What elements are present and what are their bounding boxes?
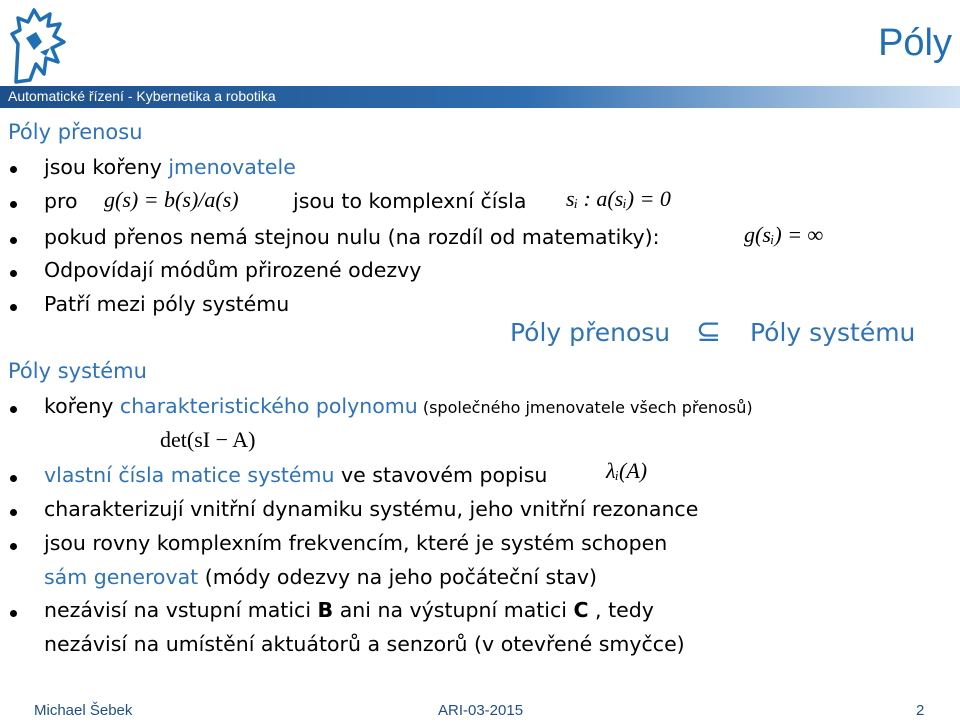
highlight-text: jmenovatele	[168, 155, 296, 179]
footer-page-number: 2	[916, 702, 925, 719]
course-name: Automatické řízení - Kybernetika a robotika	[8, 88, 276, 104]
bullet-internal-dynamics: charakterizují vnitřní dynamiku systému, jeho vnitřní rezonance	[44, 497, 699, 521]
det-formula: det(sI − A)	[160, 427, 256, 452]
bullet-icon	[10, 610, 17, 617]
bullet-icon	[10, 270, 17, 277]
bullet-icon	[10, 475, 17, 482]
bullet-icon	[10, 237, 17, 244]
bullet-among-system-poles: Patří mezi póly systému	[44, 292, 290, 316]
bullet-natural-modes: Odpovídají módům přirozené odezvy	[44, 258, 422, 282]
relation-left: Póly přenosu	[510, 318, 671, 347]
text: nezávisí na vstupní matici	[44, 598, 318, 622]
bullet-icon	[10, 543, 17, 550]
bullet-roots-denominator	[44, 155, 296, 179]
bullet-eigenvalues	[44, 463, 547, 487]
pole-condition-formula: sᵢ : a(sᵢ) = 0	[566, 186, 671, 211]
bullet-icon	[10, 509, 17, 516]
bullet-complex-frequencies: jsou rovny komplexním frekvencím, které je systém schopen	[44, 531, 668, 555]
text: ani na výstupní matici	[333, 598, 574, 622]
text: (módy odezvy na jeho počáteční stav)	[198, 565, 597, 589]
header-bar	[0, 86, 960, 108]
matrix-b: B	[317, 598, 334, 622]
slide-title: Póly	[878, 22, 952, 64]
text: jsou kořeny	[44, 155, 169, 179]
relation-right: Póly systému	[750, 318, 916, 347]
bullet-independent-placement: nezávisí na umístění aktuátorů a senzorů (v otevřené smyčce)	[44, 632, 685, 656]
bullet-complex-numbers: jsou to komplexní čísla	[293, 189, 527, 213]
eigenvalue-formula: λᵢ(A)	[606, 458, 648, 483]
highlight-text: charakteristického polynomu	[119, 394, 418, 418]
footer-code: ARI-03-2015	[438, 702, 524, 719]
footer-author: Michael Šebek	[34, 702, 133, 719]
highlight-text: sám generovat	[44, 565, 199, 589]
note-text: (společného jmenovatele všech přenosů)	[417, 398, 753, 417]
highlight-text: vlastní čísla matice systému	[44, 463, 335, 487]
bullet-independent-bc	[44, 598, 654, 622]
bullet-char-polynomial	[44, 394, 753, 418]
university-logo	[6, 4, 72, 88]
bullet-icon	[10, 201, 17, 208]
bullet-icon	[10, 166, 17, 173]
bullet-pro-label: pro	[44, 189, 78, 213]
text: , tedy	[588, 598, 654, 622]
bullet-icon	[10, 406, 17, 413]
bullet-complex-frequencies-cont	[44, 565, 597, 589]
infinite-gain-formula: g(sᵢ) = ∞	[744, 222, 824, 247]
bullet-icon	[10, 304, 17, 311]
matrix-c: C	[573, 598, 589, 622]
transfer-function-formula: g(s) = b(s)/a(s)	[104, 187, 239, 212]
text: kořeny	[44, 394, 120, 418]
section-heading-system-poles: Póly systému	[8, 359, 147, 383]
subset-icon: ⊆	[696, 314, 722, 349]
bullet-no-cancellation: pokud přenos nemá stejnou nulu (na rozdíl od matematiky):	[44, 225, 660, 249]
section-heading-transfer-poles: Póly přenosu	[8, 120, 143, 144]
text: ve stavovém popisu	[334, 463, 548, 487]
